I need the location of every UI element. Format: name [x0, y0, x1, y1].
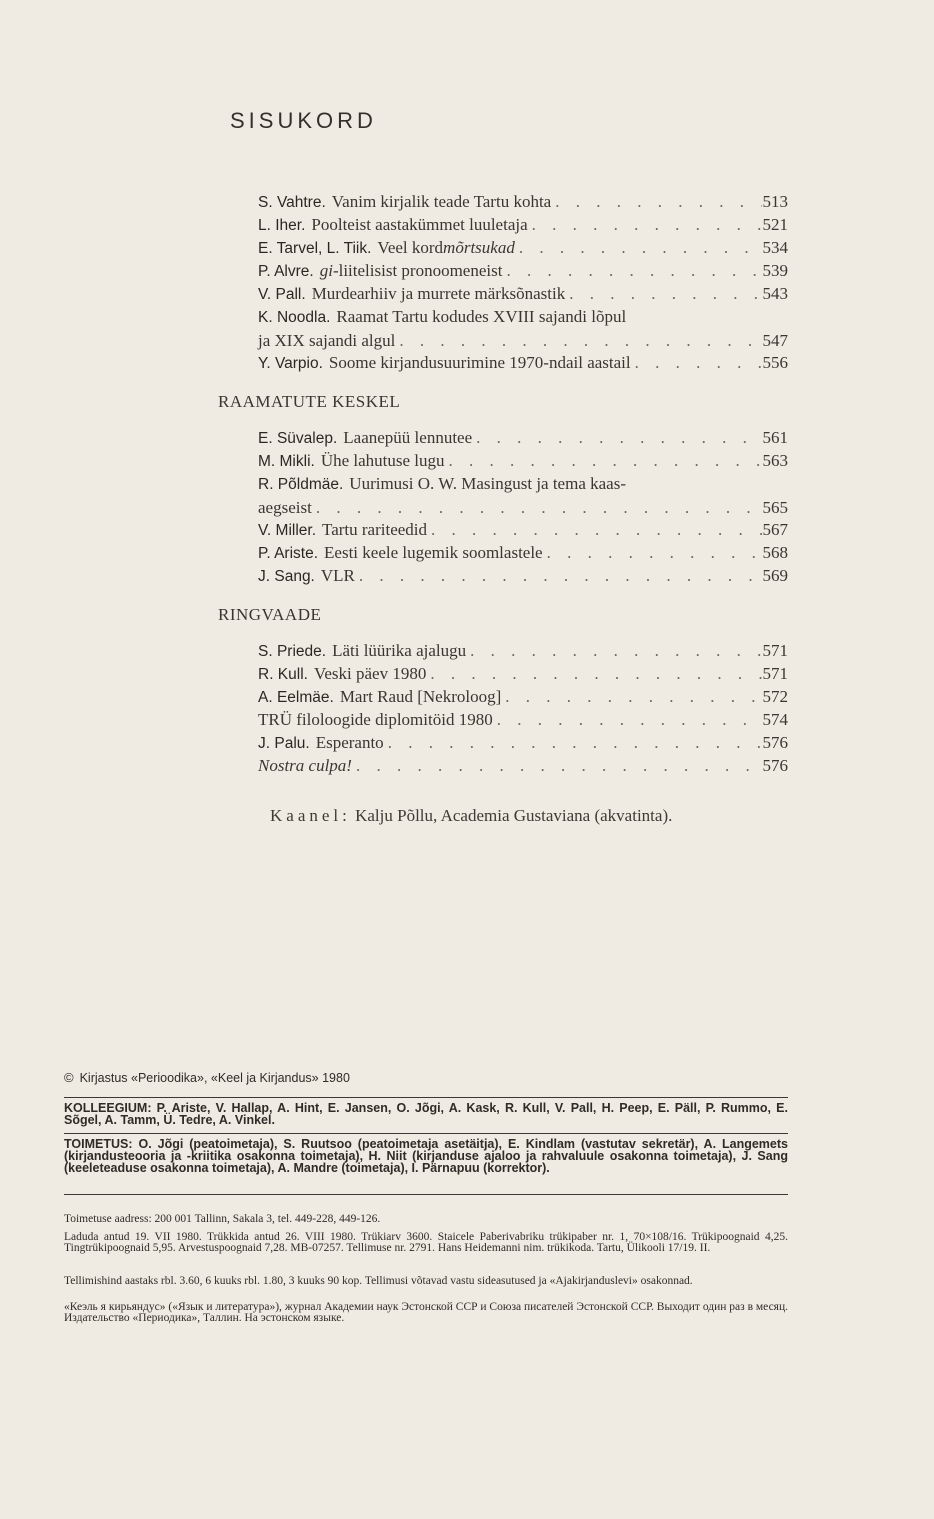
- toc-page: 556: [762, 353, 788, 372]
- toc-author: S. Priede.: [258, 643, 327, 660]
- toc-author: A. Eelmäe.: [258, 689, 334, 706]
- toc-entry-line: [258, 449, 788, 473]
- dot-leader: [427, 518, 762, 541]
- toc-author: V. Miller.: [258, 522, 317, 539]
- print-details: Laduda antud 19. VII 1980. Trükkida antud 26. VIII 1980. Trükiarv 3600. Staicele Paberivabriku trükipaber nr. 1, 70×108/16. Trükipoognaid 4,25. Tingtrükipoognaid 5,95. Arvestuspoognaid 7,28. MB-07257. Tellimuse nr. 2791. Hans Heidemanni nim. trükikoda. Tartu, Ülikooli 17/19. II.: [64, 1231, 788, 1254]
- toc-title: -liitelisist pronoomeneist: [332, 261, 503, 280]
- toc-entry-line: [258, 731, 788, 755]
- dot-leader: [472, 426, 762, 449]
- dot-leader: [493, 708, 762, 731]
- address: Toimetuse aadress: 200 001 Tallinn, Sakala 3, tel. 449-228, 449-126.: [64, 1213, 381, 1225]
- section-heading: RINGVAADE: [218, 605, 322, 624]
- dot-leader: [445, 449, 762, 472]
- toc-entry-line: [258, 708, 788, 731]
- toc-page: 568: [762, 543, 788, 562]
- toc-entry: [258, 541, 788, 564]
- copyright-text: Kirjastus «Perioodika», «Keel ja Kirjandus» 1980: [79, 1071, 350, 1085]
- toc-entry: [258, 282, 788, 305]
- dot-leader: [501, 685, 762, 708]
- toc-entry-line: [258, 213, 788, 237]
- russian-imprint: «Кеэль я кирьяндус» («Язык и литература»), журнал Академии наук Эстонской ССР и Союза писателей Эстонской ССР. Выходит один раз в месяц. Издательство «Периодика», Таллин. На эстонском языке.: [64, 1301, 788, 1324]
- toc-page: 563: [762, 451, 788, 470]
- cover-credit: [270, 806, 672, 826]
- section-heading: RAAMATUTE KESKEL: [218, 392, 401, 411]
- toc-title: Murdearhiiv ja murrete märksõnastik: [311, 284, 566, 303]
- toc-title: Ühe lahutuse lugu: [320, 451, 445, 470]
- toc-entry-line: [258, 518, 788, 542]
- toc-title: Laanepüü lennutee: [343, 428, 473, 447]
- toc-entry: [258, 639, 788, 662]
- toc-entry: [258, 754, 788, 777]
- dot-leader: [384, 731, 762, 754]
- toc-entry: [258, 190, 788, 213]
- toc-author: E. Süvalep.: [258, 430, 338, 447]
- page-title: SISUKORD: [230, 108, 377, 133]
- toimetus-label: TOIMETUS:: [64, 1137, 133, 1151]
- dot-leader: [551, 190, 762, 213]
- toc-title: Veel kord: [377, 238, 444, 257]
- toc-entry-line: [258, 564, 788, 588]
- toc-author: S. Vahtre.: [258, 194, 326, 211]
- toc-entry-line: [258, 426, 788, 450]
- toc-page: 576: [762, 733, 788, 752]
- toc-title: Eesti keele lugemik soomlastele: [324, 543, 543, 562]
- toc-page: 539: [762, 261, 788, 280]
- cover-text: Kalju Põllu, Academia Gustaviana (akvatinta).: [355, 806, 673, 825]
- table-of-contents: [218, 190, 798, 777]
- toc-entry-line: [258, 472, 788, 496]
- toc-author: J. Palu.: [258, 735, 310, 752]
- toc-page: 576: [762, 756, 788, 775]
- toc-title-italic: gi: [319, 261, 333, 280]
- toc-entry: [258, 708, 788, 731]
- toc-title-italic: Nostra culpa!: [258, 756, 352, 775]
- toimetus-members: O. Jõgi (peatoimetaja), S. Ruutsoo (peatoimetaja asetäitja), E. Kindlam (vastutav sekretär), A. Langemets (kirjandusteooria ja -kriitika osakonna toimetaja), H. Niit (kirjanduse ajaloo ja rahvaluule osakonna toimetaja), J. Sang (keeleteaduse osakonna toimetaja), A. Mandre (toimetaja), I. Pärnapuu (korrektor).: [64, 1137, 788, 1175]
- toc-page: 571: [762, 664, 788, 683]
- toc-title: Esperanto: [315, 733, 384, 752]
- toc-author: E. Tarvel, L. Tiik.: [258, 240, 372, 257]
- toc-title: Uurimusi O. W. Masingust ja tema kaas-: [349, 474, 626, 493]
- toc-page: 574: [762, 710, 788, 729]
- toc-author: P. Alvre.: [258, 263, 314, 280]
- toc-entry: [258, 426, 788, 449]
- toc-entry-line: [258, 639, 788, 663]
- toc-page: 567: [762, 520, 788, 539]
- toc-entry-line: [258, 541, 788, 565]
- dot-leader: [543, 541, 762, 564]
- dot-leader: [502, 259, 762, 282]
- toc-title: Mart Raud [Nekroloog]: [339, 687, 502, 706]
- toc-author: R. Põldmäe.: [258, 476, 344, 493]
- toc-title: TRÜ filoloogide diplomitöid 1980: [258, 710, 493, 729]
- kolleegium: [64, 1102, 788, 1126]
- toc-page: 543: [762, 284, 788, 303]
- toc-author: K. Noodla.: [258, 309, 331, 326]
- toc-entry: [258, 662, 788, 685]
- toc-page: 569: [762, 566, 788, 585]
- toc-title: Läti lüürika ajalugu: [332, 641, 467, 660]
- toc-entry: [258, 472, 788, 518]
- toc-entry: [258, 259, 788, 282]
- toc-title: Veski päev 1980: [313, 664, 427, 683]
- toc-title: Vanim kirjalik teade Tartu kohta: [331, 192, 552, 211]
- toc-entry-line: [258, 305, 788, 329]
- toc-entry-line: [258, 662, 788, 686]
- toc-page: 572: [762, 687, 788, 706]
- toc-entry: [258, 213, 788, 236]
- toc-author: P. Ariste.: [258, 545, 319, 562]
- toc-page: 513: [762, 192, 788, 211]
- dot-leader: [426, 662, 762, 685]
- toc-title-cont: aegseist: [258, 498, 312, 517]
- toc-entry-line: [258, 190, 788, 214]
- cover-label: Kaanel:: [270, 806, 351, 825]
- dot-leader: [515, 236, 762, 259]
- dot-leader: [395, 329, 762, 352]
- toc-entry-line: [258, 329, 788, 352]
- kolleegium-label: KOLLEEGIUM:: [64, 1101, 152, 1115]
- toc-entry-line: [258, 282, 788, 306]
- toc-author: Y. Varpio.: [258, 355, 323, 372]
- toc-entry-line: [258, 236, 788, 260]
- toc-entry: [258, 236, 788, 259]
- divider: [64, 1097, 788, 1098]
- toc-entry-line: [258, 351, 788, 375]
- toc-author: R. Kull.: [258, 666, 308, 683]
- toc-title: VLR: [320, 566, 355, 585]
- toc-page: 534: [762, 238, 788, 257]
- toc-entry-line: [258, 496, 788, 519]
- toc-entry: [258, 305, 788, 351]
- toc-entry-line: [258, 754, 788, 777]
- dot-leader: [528, 213, 762, 236]
- toc-entry: [258, 564, 788, 587]
- dot-leader: [565, 282, 762, 305]
- divider: [64, 1194, 788, 1195]
- toc-entry: [258, 351, 788, 374]
- toc-entry: [258, 685, 788, 708]
- toc-page: 571: [762, 641, 788, 660]
- toc-title: Soome kirjandusuurimine 1970-ndail aastail: [328, 353, 631, 372]
- copyright-line: [64, 1070, 788, 1085]
- dot-leader: [631, 351, 762, 374]
- dot-leader: [352, 754, 762, 777]
- dot-leader: [355, 564, 762, 587]
- toc-title: Raamat Tartu kodudes XVIII sajandi lõpul: [336, 307, 627, 326]
- copyright-icon: ©: [64, 1070, 74, 1085]
- toc-entry: [258, 518, 788, 541]
- toc-entry: [258, 449, 788, 472]
- toc-page: 521: [762, 215, 788, 234]
- toc-title: Tartu rariteedid: [322, 520, 428, 539]
- subscription: Tellimishind aastaks rbl. 3.60, 6 kuuks rbl. 1.80, 3 kuuks 90 kop. Tellimusi võtavad vastu sideasutused ja «Ajakirjanduslevi» osakonnad.: [64, 1275, 693, 1287]
- dot-leader: [466, 639, 762, 662]
- toc-title-italic: mõrtsukad: [443, 238, 515, 257]
- toc-entry: [258, 731, 788, 754]
- kolleegium-members: P. Ariste, V. Hallap, A. Hint, E. Jansen, O. Jõgi, A. Kask, R. Kull, V. Pall, H. Peep, E. Päll, P. Rummo, E. Sõgel, A. Tamm, Ü. Tedre, A. Vinkel.: [64, 1101, 788, 1127]
- toc-entry-line: [258, 685, 788, 709]
- toc-title-cont: ja XIX sajandi algul: [258, 331, 396, 350]
- toc-entry-line: [258, 259, 788, 283]
- toimetus: [64, 1138, 788, 1174]
- toc-page: 565: [762, 498, 788, 517]
- toc-page: 561: [762, 428, 788, 447]
- toc-title: Poolteist aastakümmet luuletaja: [311, 215, 528, 234]
- toc-page: 547: [762, 331, 788, 350]
- toc-author: V. Pall.: [258, 286, 306, 303]
- divider: [64, 1133, 788, 1134]
- toc-author: M. Mikli.: [258, 453, 315, 470]
- dot-leader: [312, 496, 762, 519]
- toc-author: L. Iher.: [258, 217, 306, 234]
- toc-author: J. Sang.: [258, 568, 315, 585]
